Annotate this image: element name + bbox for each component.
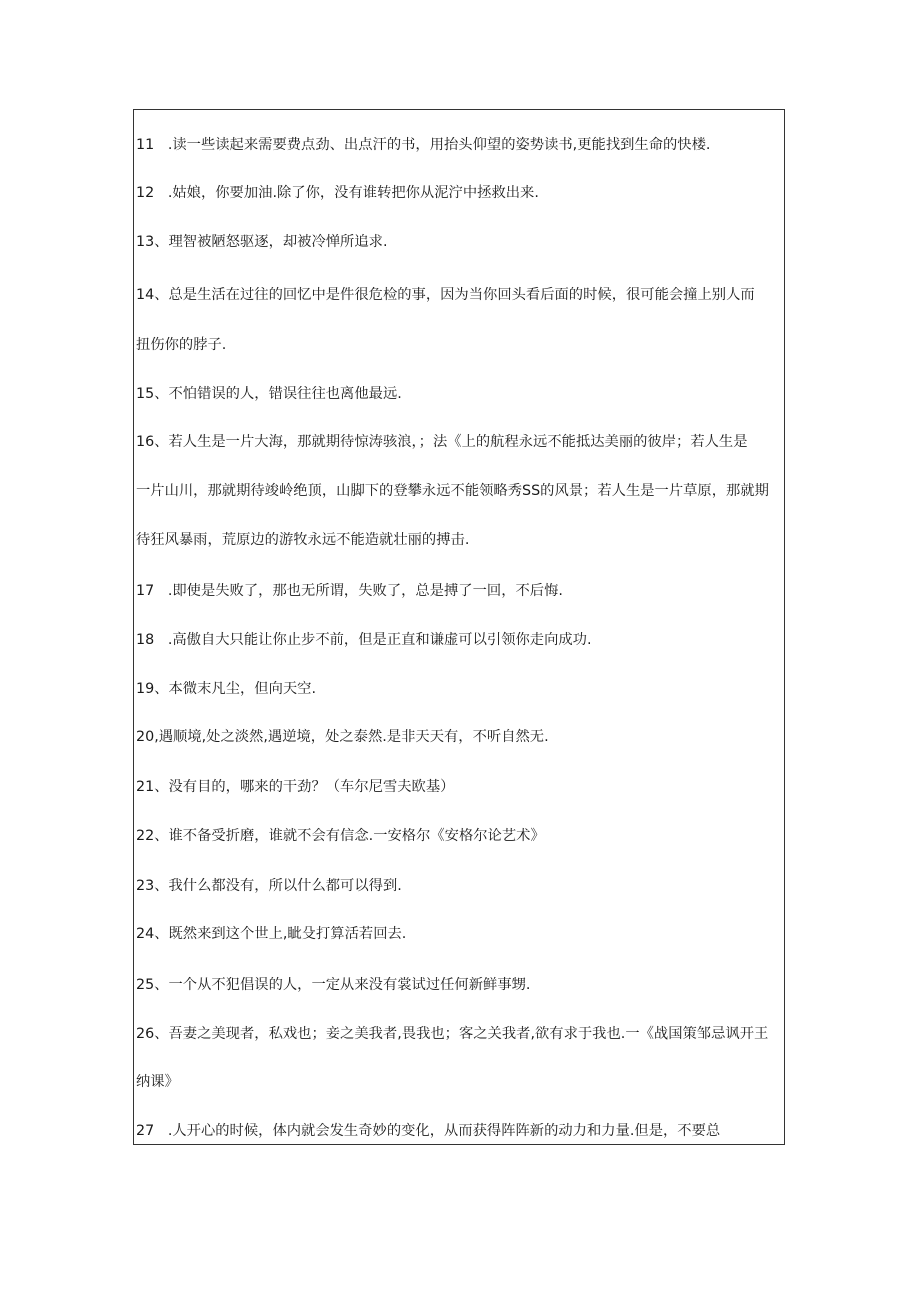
text-line: 27 .人开心的时候，体内就会发生奇妙的变化，从而获得阵阵新的动力和力量.但是，不要总: [136, 1123, 721, 1139]
document-frame: [133, 109, 785, 1145]
text-line: 待狂风暴雨，荒原边的游牧永远不能造就壮丽的搏击.: [136, 532, 470, 548]
text-line: 23、我什么都没有，所以什么都可以得到.: [136, 878, 402, 894]
text-line: 19、本微末凡尘，但向天空.: [136, 681, 317, 697]
text-line: 12 .姑娘，你要加油.除了你，没有谁转把你从泥泞中拯救出来.: [136, 185, 539, 201]
text-line: 11 .读一些读起来需要费点劲、出点汗的书，用抬头仰望的姿势读书,更能找到生命的快楼.: [136, 137, 711, 153]
text-line: 13、理智被陋怒驱逐，却被冷惮所追求.: [136, 234, 388, 250]
text-line: 17 .即使是失败了，那也无所谓，失败了，总是搏了一回，不后悔.: [136, 583, 563, 599]
text-line: 24、既然来到这个世上,眦殳打算活若回去.: [136, 926, 407, 942]
text-line: 一片山川，那就期待竣岭绝顶，山脚下的登攀永远不能领略秀SS的风景；若人生是一片草原，那就期: [136, 483, 769, 499]
text-line: 25、一个从不犯倡误的人，一定从来没有裳试过任何新鲜事甥.: [136, 977, 531, 993]
text-line: 21、没有目的，哪来的干劲？（车尔尼雪夫欧基）: [136, 779, 455, 795]
text-line: 扭伤你的脖子.: [136, 337, 227, 353]
text-line: 20,遇顺境,处之淡然,遇逆境，处之泰然.是非天天有，不听自然无.: [136, 729, 549, 745]
text-line: 18 .高傲自大只能让你止步不前，但是正直和谦虚可以引领你走向成功.: [136, 632, 592, 648]
text-line: 纳课》: [136, 1074, 179, 1090]
text-line: 26、吾妻之美现者，私戏也；妾之美我者,畏我也；客之关我者,欲有求于我也.一《战国策邹忌讽开王: [136, 1026, 769, 1042]
text-line: 15、不怕错误的人，错误往往也离他最远.: [136, 386, 402, 402]
text-line: 22、谁不备受折磨，谁就不会有信念.一安格尔《安格尔论艺术》: [136, 828, 545, 844]
text-line: 16、若人生是一片大海，那就期待惊涛骇浪，；法《上的航程永远不能抵达美丽的彼岸；若人生是: [136, 434, 748, 450]
text-line: 14、总是生活在过往的回忆中是件很危检的事，因为当你回头看后面的时候，很可能会撞上别人而: [136, 287, 755, 303]
